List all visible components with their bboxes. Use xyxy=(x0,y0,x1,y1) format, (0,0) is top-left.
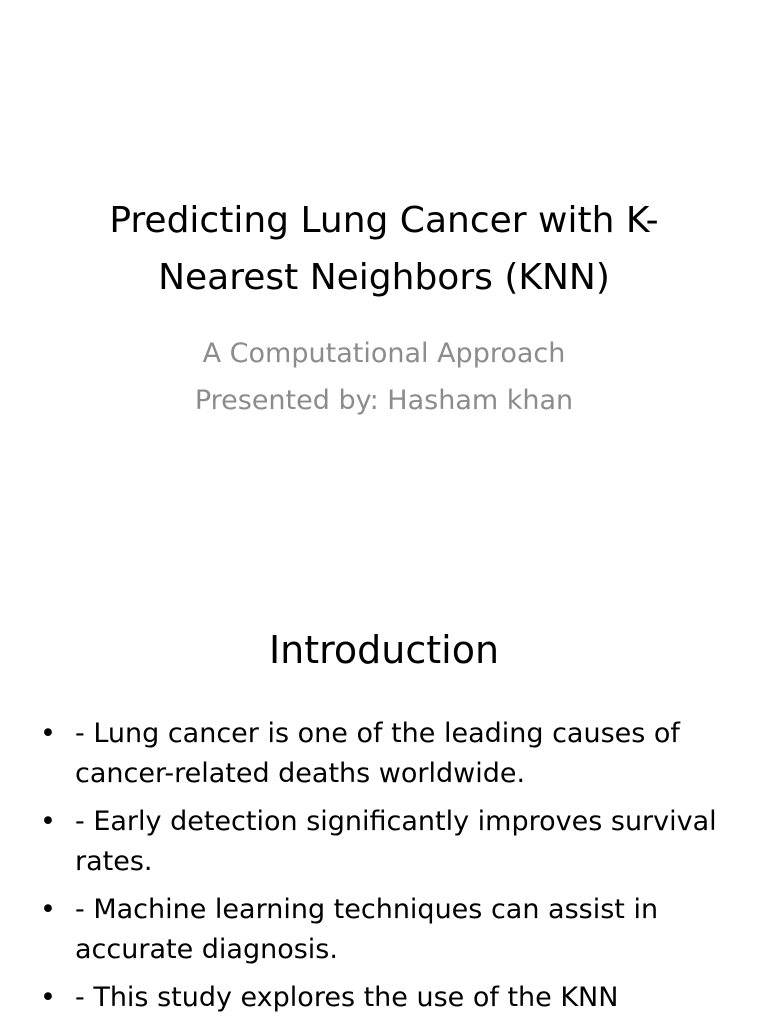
slide-title-line-1: Predicting Lung Cancer with K- xyxy=(109,200,659,241)
bullet-text xyxy=(75,714,740,794)
bullet-list xyxy=(40,714,740,1026)
introduction-slide xyxy=(0,576,768,1024)
bullet-line: - Early detection significantly improves survival xyxy=(75,806,717,837)
bullet-line: - This study explores the use of the KNN xyxy=(75,982,619,1013)
bullet-icon: • xyxy=(40,718,56,749)
bullet-line: - Lung cancer is one of the leading causes of xyxy=(75,718,680,749)
section-heading: Introduction xyxy=(268,628,500,672)
list-item xyxy=(40,714,740,794)
bullet-line: - Machine learning techniques can assist in xyxy=(75,894,659,925)
subtitle-line-1: A Computational Approach xyxy=(202,338,566,369)
subtitle-line-2: Presented by: Hasham khan xyxy=(194,385,574,416)
bullet-line: cancer-related deaths worldwide. xyxy=(75,758,526,789)
slide-subtitle xyxy=(60,330,708,424)
bullet-icon: • xyxy=(40,894,56,925)
list-item xyxy=(40,802,740,882)
bullet-text xyxy=(75,978,740,1018)
bullet-line: rates. xyxy=(75,846,153,877)
bullet-icon: • xyxy=(40,982,56,1013)
slide-title xyxy=(60,192,708,306)
bullet-line: accurate diagnosis. xyxy=(75,934,338,965)
list-item xyxy=(40,978,740,1018)
slide-title-line-2: Nearest Neighbors (KNN) xyxy=(158,257,610,298)
bullet-icon: • xyxy=(40,806,56,837)
bullet-text xyxy=(75,890,740,970)
list-item xyxy=(40,890,740,970)
bullet-text xyxy=(75,802,740,882)
